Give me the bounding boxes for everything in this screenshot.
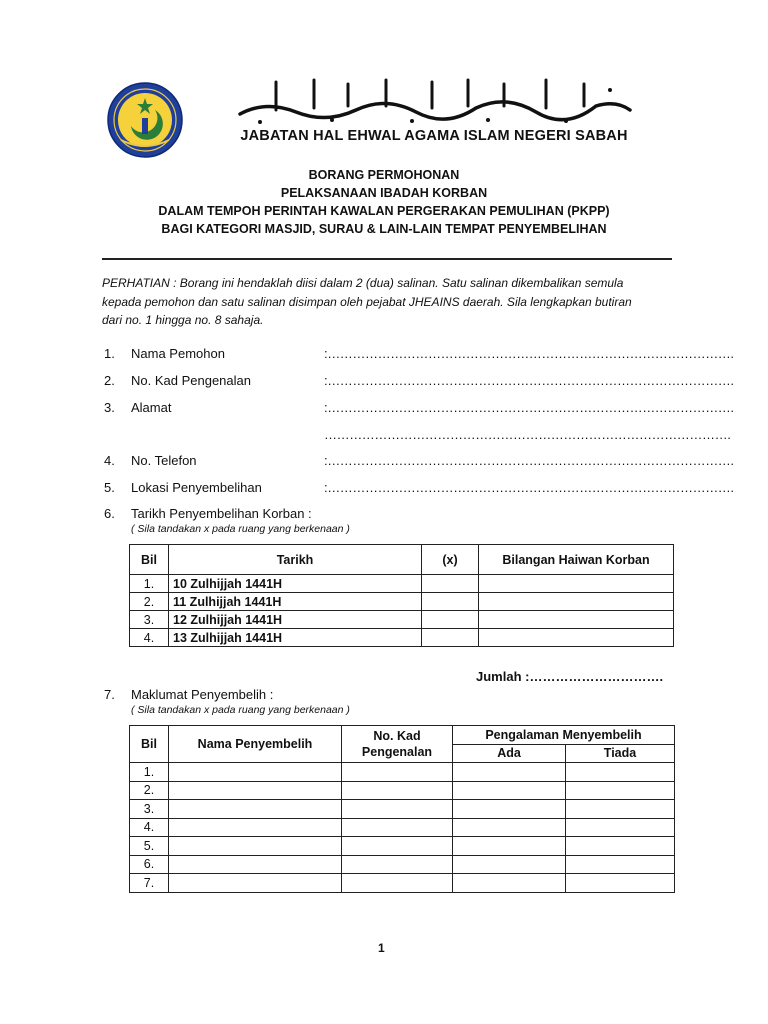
row-ic-cell[interactable] [342,781,453,800]
row-bilangan-cell[interactable] [479,629,674,647]
row-ada-cell[interactable] [453,763,566,782]
field-number: 1. [104,346,115,361]
notice-line: kepada pemohon dan satu salinan disimpan oleh pejabat JHEAINS daerah. Sila lengkapkan butiran [102,294,632,309]
row-bil: 5. [130,837,169,856]
header-bil: Bil [130,726,169,763]
row-tiada-cell[interactable] [566,818,675,837]
row-bil: 6. [130,855,169,874]
row-nama-cell[interactable] [169,763,342,782]
row-ic-cell[interactable] [342,818,453,837]
table-row [130,800,675,819]
row-bil: 2. [130,781,169,800]
tarikh-korban-table [129,544,674,647]
input-alamat-line-2[interactable]: ……………………………………………………………………………………. [324,427,731,442]
row-ic-cell[interactable] [342,800,453,819]
row-tiada-cell[interactable] [566,874,675,893]
field-number: 2. [104,373,115,388]
table-header-row [130,545,674,575]
row-bil: 4. [130,818,169,837]
penyembelih-table [129,725,675,893]
section-7-hint: ( Sila tandakan x pada ruang yang berkenaan ) [131,704,350,716]
header-ic-line: Pengenalan [361,745,433,759]
header-nama-penyembelih: Nama Penyembelih [169,726,342,763]
form-title-line-1: BORANG PERMOHONAN [308,168,460,182]
table-row [130,855,675,874]
header-bilangan-haiwan: Bilangan Haiwan Korban [479,545,674,575]
row-bil: 3. [130,611,169,629]
row-ada-cell[interactable] [453,800,566,819]
section-6-title: Tarikh Penyembelihan Korban : [131,506,312,521]
field-label-lokasi-penyembelihan: Lokasi Penyembelihan [131,480,262,495]
row-bil: 1. [130,763,169,782]
department-name: JABATAN HAL EHWAL AGAMA ISLAM NEGERI SABAH [240,128,628,144]
header-pengalaman: Pengalaman Menyembelih [453,726,675,745]
row-nama-cell[interactable] [169,837,342,856]
table-row [130,593,674,611]
field-number: 3. [104,400,115,415]
header-ic-line: No. Kad [373,729,421,743]
form-title-line-4: BAGI KATEGORI MASJID, SURAU & LAIN-LAIN TEMPAT PENYEMBELIHAN [161,222,607,236]
table-row [130,575,674,593]
field-label-no-kad-pengenalan: No. Kad Pengenalan [131,373,251,388]
row-bil: 1. [130,575,169,593]
header-tarikh: Tarikh [169,545,422,575]
section-6-hint: ( Sila tandakan x pada ruang yang berkenaan ) [131,523,350,535]
row-x-cell[interactable] [422,593,479,611]
row-ic-cell[interactable] [342,874,453,893]
row-ada-cell[interactable] [453,818,566,837]
row-nama-cell[interactable] [169,818,342,837]
row-tarikh: 12 Zulhijjah 1441H [169,611,422,629]
row-ic-cell[interactable] [342,763,453,782]
row-bil: 4. [130,629,169,647]
row-ada-cell[interactable] [453,874,566,893]
row-tiada-cell[interactable] [566,781,675,800]
form-title-line-2: PELAKSANAAN IBADAH KORBAN [280,186,488,200]
header-ada: Ada [453,744,566,763]
row-nama-cell[interactable] [169,781,342,800]
row-tarikh: 13 Zulhijjah 1441H [169,629,422,647]
field-label-alamat: Alamat [131,400,172,415]
row-x-cell[interactable] [422,611,479,629]
row-x-cell[interactable] [422,629,479,647]
table-row [130,837,675,856]
input-lokasi-penyembelihan[interactable]: :……………………………………………………………………………………. [324,480,734,495]
field-number: 5. [104,480,115,495]
row-bil: 2. [130,593,169,611]
jumlah-field[interactable]: Jumlah :…………………………. [476,669,664,684]
row-ada-cell[interactable] [453,837,566,856]
row-bilangan-cell[interactable] [479,593,674,611]
table-row [130,629,674,647]
row-ada-cell[interactable] [453,855,566,874]
row-tiada-cell[interactable] [566,800,675,819]
header-no-kad-pengenalan [342,726,453,763]
input-no-telefon[interactable]: :……………………………………………………………………………………. [324,453,734,468]
row-ic-cell[interactable] [342,855,453,874]
table-row [130,818,675,837]
row-nama-cell[interactable] [169,874,342,893]
row-tarikh: 10 Zulhijjah 1441H [169,575,422,593]
table-row [130,781,675,800]
row-ada-cell[interactable] [453,781,566,800]
table-header-row [130,726,675,745]
input-alamat-line-1[interactable]: :……………………………………………………………………………………. [324,400,734,415]
row-tiada-cell[interactable] [566,763,675,782]
row-bil: 7. [130,874,169,893]
row-tarikh: 11 Zulhijjah 1441H [169,593,422,611]
table-row [130,874,675,893]
row-nama-cell[interactable] [169,855,342,874]
jawi-calligraphy [236,76,634,126]
section-number: 7. [104,687,115,702]
field-number: 4. [104,453,115,468]
row-x-cell[interactable] [422,575,479,593]
table-row [130,763,675,782]
row-tiada-cell[interactable] [566,837,675,856]
page-number: 1 [378,941,385,955]
notice-line: dari no. 1 hingga no. 8 sahaja. [102,313,264,327]
row-bil: 3. [130,800,169,819]
row-nama-cell[interactable] [169,800,342,819]
jheains-logo [107,82,183,158]
title-divider [102,258,672,260]
input-no-kad-pengenalan[interactable]: :……………………………………………………………………………………. [324,373,734,388]
header-bil: Bil [130,545,169,575]
row-tiada-cell[interactable] [566,855,675,874]
field-label-no-telefon: No. Telefon [131,453,197,468]
section-number: 6. [104,506,115,521]
form-title-line-3: DALAM TEMPOH PERINTAH KAWALAN PERGERAKAN PEMULIHAN (PKPP) [158,204,610,218]
row-bilangan-cell[interactable] [479,575,674,593]
notice-line: PERHATIAN : Borang ini hendaklah diisi dalam 2 (dua) salinan. Satu salinan dikembalikan semula [102,276,624,290]
section-7-title: Maklumat Penyembelih : [131,687,274,702]
table-row [130,611,674,629]
header-x: (x) [422,545,479,575]
notice-paragraph [102,274,674,330]
row-ic-cell[interactable] [342,837,453,856]
field-label-nama-pemohon: Nama Pemohon [131,346,225,361]
row-bilangan-cell[interactable] [479,611,674,629]
input-nama-pemohon[interactable]: :……………………………………………………………………………………. [324,346,734,361]
header-tiada: Tiada [566,744,675,763]
